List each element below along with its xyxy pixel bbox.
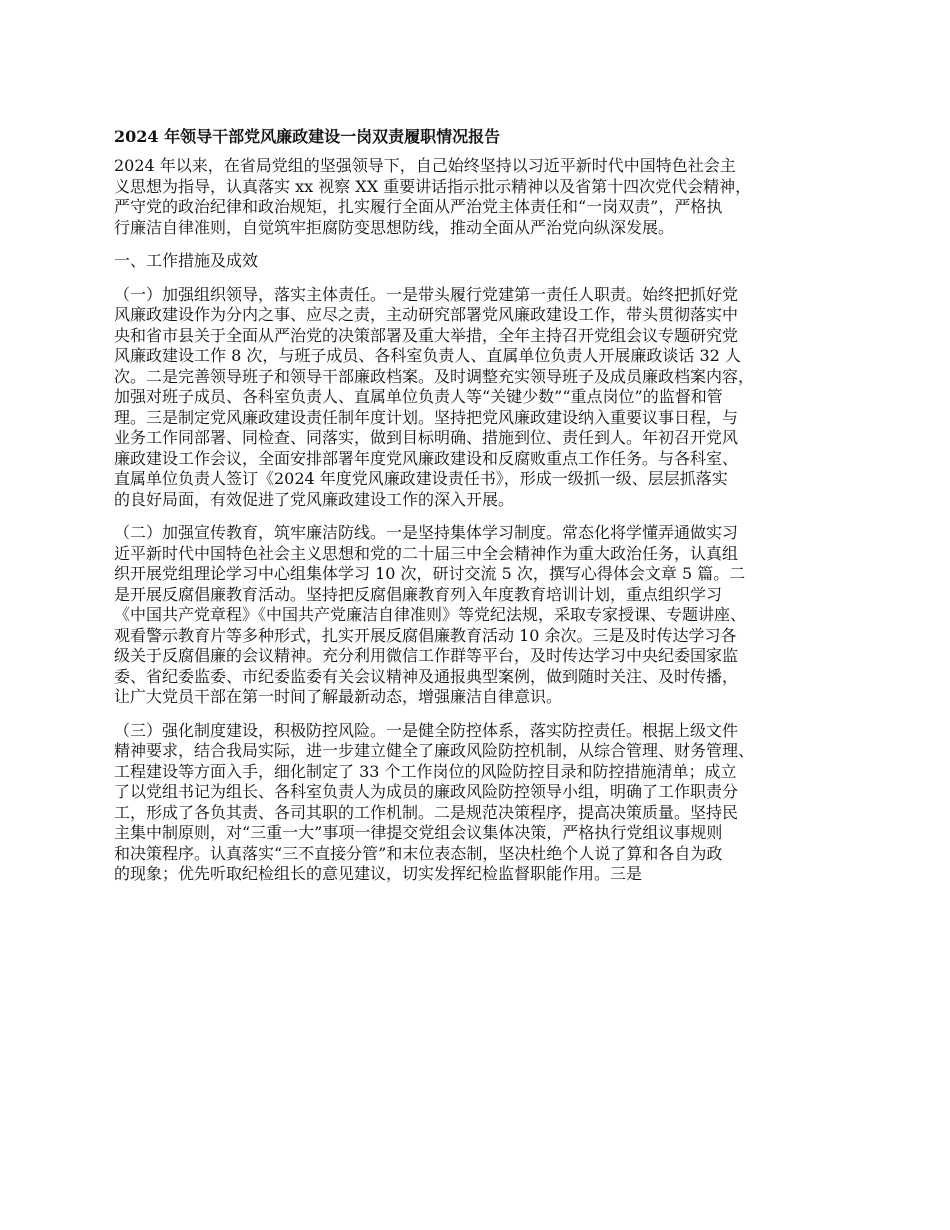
text-line: 《中国共产党章程》《中国共产党廉洁自律准则》等党纪法规，采取专家授课、专题讲座、 — [114, 605, 747, 624]
text-line: 风廉政建设作为分内之事、应尽之责，主动研究部署党风廉政建设工作，带头贯彻落实中 — [114, 305, 739, 324]
text-line: 主集中制原则，对“三重一大”事项一律提交党组会议集体决策，严格执行党组议事规则 — [114, 823, 723, 842]
paragraph-organization — [114, 285, 854, 511]
text-line: 工，形成了各负其责、各司其职的工作机制。二是规范决策程序，提高决策质量。坚持民 — [114, 802, 739, 822]
text-line: 次。二是完善领导班子和领导干部廉政档案。及时调整充实领导班子及成员廉政档案内容， — [114, 366, 755, 386]
text-line: 让广大党员干部在第一时间了解最新动态，增强廉洁自律意识。 — [114, 687, 563, 706]
text-line: 加强对班子成员、各科室负责人、直属单位负责人等“关键少数”“重点岗位”的监督和管 — [114, 387, 723, 406]
text-line: 业务工作同部署、同检查、同落实，做到目标明确、措施到位、责任到人。年初召开党风 — [114, 428, 739, 447]
text-line: 是开展反腐倡廉教育活动。坚持把反腐倡廉教育列入年度教育培训计划，重点组织学习 — [114, 584, 723, 604]
text-line: 观看警示教育片等多种形式，扎实开展反腐倡廉教育活动 10 余次。三是及时传达学习各 — [114, 625, 737, 645]
text-line: 了以党组书记为组长、各科室负责人为成员的廉政风险防控领导小组，明确了工作职责分 — [114, 782, 739, 801]
intro-paragraph — [114, 156, 854, 238]
document-title: 2024 年领导干部党风廉政建设一岗双责履职情况报告 — [114, 127, 501, 146]
text-line: （三）强化制度建设，积极防控风险。一是健全防控体系，落实防控责任。根据上级文件 — [114, 720, 739, 740]
text-line: 风廉政建设工作 8 次，与班子成员、各科室负责人、直属单位负责人开展廉政谈话 32 人 — [114, 346, 741, 365]
paragraph-education — [114, 523, 854, 708]
text-line: 级关于反腐倡廉的会议精神。充分利用微信工作群等平台，及时传达学习中央纪委国家监 — [114, 646, 739, 665]
text-line: 工程建设等方面入手，细化制定了 33 个工作岗位的风险防控目录和防控措施清单；成立 — [114, 761, 737, 781]
section-heading: 一、工作措施及成效 — [114, 251, 259, 270]
text-line: 直属单位负责人签订《2024 年度党风廉政建设责任书》，形成一级抓一级、层层抓落实 — [114, 469, 728, 488]
text-line: 理。三是制定党风廉政建设责任制年度计划。坚持把党风廉政建设纳入重要议事日程，与 — [114, 407, 739, 427]
text-line: 和决策程序。认真落实“三不直接分管”和末位表态制，坚决杜绝个人说了算和各自为政 — [114, 843, 723, 863]
text-line: 廉政建设工作会议，全面安排部署年度党风廉政建设和反腐败重点工作任务。与各科室、 — [114, 448, 739, 468]
text-line: 的现象；优先听取纪检组长的意见建议，切实发挥纪检监督职能作用。三是 — [114, 864, 643, 883]
text-line: 央和省市县关于全面从严治党的决策部署及重大举措，全年主持召开党组会议专题研究党 — [114, 325, 739, 345]
text-line: 近平新时代中国特色社会主义思想和党的二十届三中全会精神作为重大政治任务，认真组 — [114, 543, 739, 563]
text-line: 精神要求，结合我局实际，进一步建立健全了廉政风险防控机制，从综合管理、财务管理、 — [114, 741, 755, 760]
text-line: 行廉洁自律准则，自觉筑牢拒腐防变思想防线，推动全面从严治党向纵深发展。 — [114, 217, 675, 237]
text-line: 2024 年以来，在省局党组的坚强领导下，自己始终坚持以习近平新时代中国特色社会主 — [114, 156, 736, 175]
document-page — [114, 127, 854, 898]
text-line: （二）加强宣传教育，筑牢廉洁防线。一是坚持集体学习制度。常态化将学懂弄通做实习 — [114, 523, 739, 542]
paragraph-system-building — [114, 721, 854, 885]
text-line: 的良好局面，有效促进了党风廉政建设工作的深入开展。 — [114, 489, 515, 509]
text-line: 委、省纪委监委、市纪委监委有关会议精神及通报典型案例，做到随时关注、及时传播， — [114, 666, 739, 686]
text-line: 织开展党组理论学习中心组集体学习 10 次，研讨交流 5 次，撰写心得体会文章 5 篇。二 — [114, 564, 746, 583]
text-line: 严守党的政治纪律和政治规矩，扎实履行全面从严治党主体责任和“一岗双责”，严格执 — [114, 197, 723, 216]
text-line: 义思想为指导，认真落实 xx 视察 XX 重要讲话指示批示精神以及省第十四次党代会精神， — [114, 176, 752, 196]
text-line: （一）加强组织领导，落实主体责任。一是带头履行党建第一责任人职责。始终把抓好党 — [114, 284, 739, 304]
